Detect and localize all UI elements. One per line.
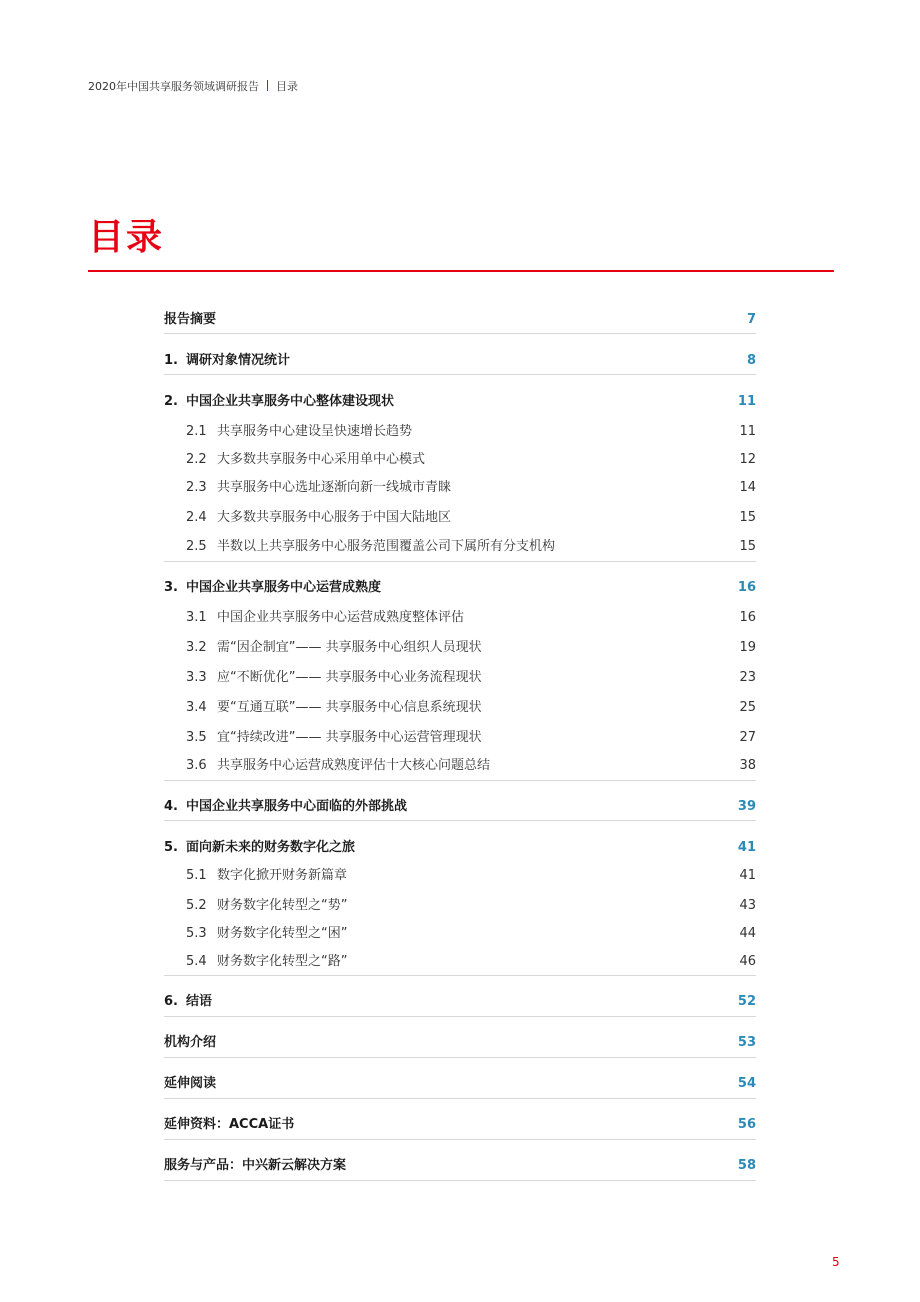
- toc-entry-label: 共享服务中心选址逐渐向新一线城市青睐: [217, 480, 452, 495]
- toc-entry-page: 8: [746, 353, 756, 368]
- toc-entry-label: 服务与产品：中兴新云解决方案: [164, 1158, 347, 1173]
- toc-entry-page: 19: [739, 640, 756, 655]
- header-section: 目录: [276, 80, 298, 93]
- toc-entry-number: 3.4: [186, 700, 207, 715]
- page-number: 5: [832, 1255, 840, 1269]
- toc-entry-label: 财务数字化转型之“困”: [217, 926, 348, 941]
- toc-entry-page: 39: [737, 799, 756, 814]
- toc-entry-number: 3.: [164, 580, 178, 595]
- toc-entry-3-6[interactable]: [164, 755, 756, 777]
- toc-divider: [164, 374, 756, 375]
- toc-entry-label: 报告摘要: [164, 312, 217, 327]
- toc-entry-number: 3.2: [186, 640, 207, 655]
- toc-entry-page: 15: [739, 539, 756, 554]
- toc-entry-page: 38: [739, 758, 756, 773]
- toc-divider: [164, 975, 756, 976]
- table-of-contents: [164, 0, 756, 1302]
- toc-entry-label: 共享服务中心建设呈快速增长趋势: [217, 424, 413, 439]
- toc-entry-5-2[interactable]: [164, 895, 756, 917]
- toc-entry-page: 46: [739, 954, 756, 969]
- toc-entry-3-1[interactable]: [164, 607, 756, 629]
- toc-entry-number: 3.3: [186, 670, 207, 685]
- toc-divider: [164, 820, 756, 821]
- toc-entry-2-2[interactable]: [164, 449, 756, 471]
- toc-entry-number: 3.6: [186, 758, 207, 773]
- toc-entry-3-2[interactable]: [164, 637, 756, 659]
- toc-entry-label: 应“不断优化”—— 共享服务中心业务流程现状: [217, 670, 482, 685]
- toc-divider: [164, 561, 756, 562]
- toc-entry-organization[interactable]: [164, 1032, 756, 1054]
- toc-entry-page: 54: [737, 1076, 756, 1091]
- toc-entry-page: 12: [739, 452, 756, 467]
- toc-entry-label: 机构介绍: [164, 1035, 217, 1050]
- toc-entry-label: 财务数字化转型之“路”: [217, 954, 348, 969]
- toc-divider: [164, 1139, 756, 1140]
- toc-entry-page: 41: [739, 868, 756, 883]
- toc-entry-number: 2.1: [186, 424, 207, 439]
- toc-entry-page: 56: [737, 1117, 756, 1132]
- toc-entry-label: 延伸阅读: [164, 1076, 217, 1091]
- toc-entry-2-1[interactable]: [164, 421, 756, 443]
- report-title: 2020年中国共享服务领域调研报告: [88, 80, 259, 93]
- toc-entry-label: 中国企业共享服务中心运营成熟度: [186, 580, 382, 595]
- toc-entry-number: 2.: [164, 394, 178, 409]
- toc-entry-5-1[interactable]: [164, 865, 756, 887]
- toc-entry-label: 面向新未来的财务数字化之旅: [186, 840, 356, 855]
- toc-entry-acca[interactable]: [164, 1114, 756, 1136]
- toc-divider: [164, 333, 756, 334]
- toc-entry-page: 11: [739, 424, 756, 439]
- toc-entry-label: 中国企业共享服务中心运营成熟度整体评估: [217, 610, 465, 625]
- toc-entry-5[interactable]: [164, 837, 756, 859]
- toc-entry-2-5[interactable]: [164, 536, 756, 558]
- toc-entry-number: 3.1: [186, 610, 207, 625]
- toc-entry-2-3[interactable]: [164, 477, 756, 499]
- page-title: 目录: [88, 217, 165, 258]
- toc-entry-page: 58: [737, 1158, 756, 1173]
- toc-entry-number: 5.3: [186, 926, 207, 941]
- toc-entry-4[interactable]: [164, 796, 756, 818]
- toc-entry-5-4[interactable]: [164, 951, 756, 973]
- toc-entry-number: 4.: [164, 799, 178, 814]
- toc-entry-number: 5.4: [186, 954, 207, 969]
- toc-entry-page: 27: [739, 730, 756, 745]
- toc-entry-summary[interactable]: [164, 309, 756, 331]
- toc-entry-further-reading[interactable]: [164, 1073, 756, 1095]
- toc-entry-label: 中国企业共享服务中心整体建设现状: [186, 394, 395, 409]
- toc-entry-page: 15: [739, 510, 756, 525]
- toc-entry-label: 数字化掀开财务新篇章: [217, 868, 348, 883]
- toc-entry-page: 44: [739, 926, 756, 941]
- toc-divider: [164, 1016, 756, 1017]
- toc-entry-label: 需“因企制宜”—— 共享服务中心组织人员现状: [217, 640, 482, 655]
- toc-entry-2[interactable]: [164, 391, 756, 413]
- toc-entry-number: 2.4: [186, 510, 207, 525]
- toc-entry-5-3[interactable]: [164, 923, 756, 945]
- toc-entry-label: 大多数共享服务中心采用单中心模式: [217, 452, 426, 467]
- toc-entry-3[interactable]: [164, 577, 756, 599]
- toc-entry-page: 52: [737, 994, 756, 1009]
- toc-entry-3-4[interactable]: [164, 697, 756, 719]
- toc-entry-page: 14: [739, 480, 756, 495]
- toc-entry-page: 43: [739, 898, 756, 913]
- toc-entry-number: 5.: [164, 840, 178, 855]
- toc-entry-label: 要“互通互联”—— 共享服务中心信息系统现状: [217, 700, 482, 715]
- toc-entry-page: 25: [739, 700, 756, 715]
- toc-entry-label: 延伸资料：ACCA证书: [164, 1117, 295, 1132]
- toc-entry-label: 宜“持续改进”—— 共享服务中心运营管理现状: [217, 730, 482, 745]
- toc-entry-label: 中国企业共享服务中心面临的外部挑战: [186, 799, 408, 814]
- toc-entry-1[interactable]: [164, 350, 756, 372]
- toc-entry-3-5[interactable]: [164, 727, 756, 749]
- toc-entry-label: 财务数字化转型之“势”: [217, 898, 348, 913]
- toc-entry-page: 53: [737, 1035, 756, 1050]
- toc-entry-page: 11: [737, 394, 756, 409]
- toc-entry-label: 半数以上共享服务中心服务范围覆盖公司下属所有分支机构: [217, 539, 556, 554]
- toc-entry-page: 23: [739, 670, 756, 685]
- toc-divider: [164, 1057, 756, 1058]
- toc-entry-page: 41: [737, 840, 756, 855]
- toc-entry-number: 5.1: [186, 868, 207, 883]
- toc-entry-services[interactable]: [164, 1155, 756, 1177]
- toc-entry-6[interactable]: [164, 991, 756, 1013]
- toc-entry-2-4[interactable]: [164, 507, 756, 529]
- toc-entry-number: 3.5: [186, 730, 207, 745]
- toc-divider: [164, 1180, 756, 1181]
- toc-entry-number: 5.2: [186, 898, 207, 913]
- toc-entry-number: 6.: [164, 994, 178, 1009]
- toc-entry-page: 16: [739, 610, 756, 625]
- toc-entry-page: 7: [746, 312, 756, 327]
- toc-entry-label: 共享服务中心运营成熟度评估十大核心问题总结: [217, 758, 491, 773]
- toc-entry-page: 16: [737, 580, 756, 595]
- toc-entry-label: 调研对象情况统计: [186, 353, 291, 368]
- toc-entry-3-3[interactable]: [164, 667, 756, 689]
- toc-entry-number: 1.: [164, 353, 178, 368]
- toc-entry-number: 2.2: [186, 452, 207, 467]
- toc-entry-number: 2.5: [186, 539, 207, 554]
- toc-entry-label: 结语: [186, 994, 213, 1009]
- toc-entry-number: 2.3: [186, 480, 207, 495]
- toc-divider: [164, 780, 756, 781]
- toc-divider: [164, 1098, 756, 1099]
- toc-entry-label: 大多数共享服务中心服务于中国大陆地区: [217, 510, 452, 525]
